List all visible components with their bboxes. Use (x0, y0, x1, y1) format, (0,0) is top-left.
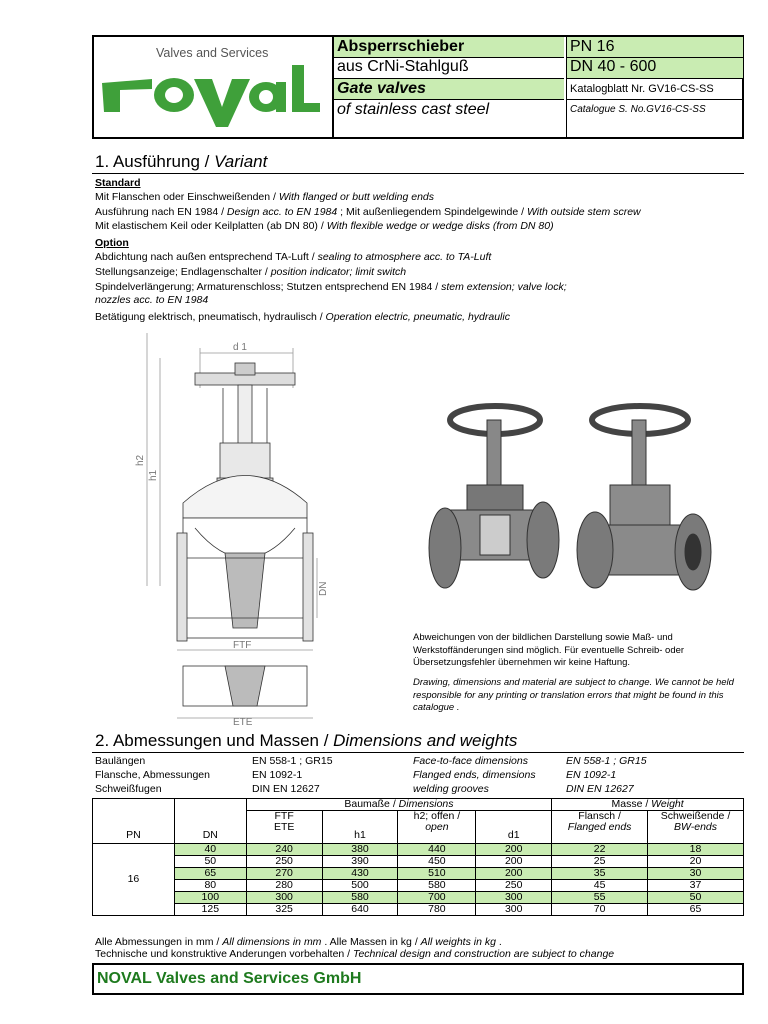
cell-dn: 125 (174, 903, 246, 915)
header-box (92, 35, 744, 139)
cell-h2: 700 (398, 891, 476, 903)
cell-d1: 200 (476, 843, 552, 855)
standard-line-2: Ausführung nach EN 1984 / Design acc. to EN 1984 ; Mit außenliegendem Spindelgewinde / With outside stem screw (95, 206, 641, 218)
option-line-4: nozzles acc. to EN 1984 (95, 294, 209, 306)
cell-ftf: 325 (246, 903, 322, 915)
size-range: DN 40 - 600 (570, 58, 657, 75)
disclaimer-en: Drawing, dimensions and material are subject to change. We cannot be held responsible for any printing or translation errors that might be found in this catalogue . (413, 677, 734, 713)
standard-heading: Standard (95, 177, 141, 189)
info-de-1: Baulängen (95, 755, 146, 767)
cell-h1: 430 (322, 867, 398, 879)
table-row (93, 867, 744, 879)
dim-h2-label: h2 (135, 454, 146, 466)
option-line-5: Betätigung elektrisch, pneumatisch, hydraulisch / Operation electric, pneumatic, hydraulic (95, 311, 510, 323)
info-de-2: Flansche, Abmessungen (95, 769, 210, 781)
cell-dn: 65 (174, 867, 246, 879)
cell-flansch: 45 (552, 879, 648, 891)
subtitle-de: aus CrNi-Stahlguß (337, 58, 469, 75)
cell-flansch: 22 (552, 843, 648, 855)
dim-ete-label: ETE (233, 717, 253, 728)
catalog-number-en: Catalogue S. No.GV16-CS-SS (570, 104, 706, 115)
col-h2-en: open (425, 821, 449, 833)
footer-line-1: Alle Abmessungen in mm / All dimensions in mm . Alle Massen in kg / All weights in kg . (95, 936, 502, 948)
cell-d1: 200 (476, 855, 552, 867)
cell-h1: 390 (322, 855, 398, 867)
table-row (93, 879, 744, 891)
disclaimer-de: Abweichungen von der bildlichen Darstellung sowie Maß- und Werkstoffänderungen sind möglich. Für eventuelle Schreib- oder Übersetzungsfehler übernehmen wir keine Haftung. (413, 632, 685, 668)
catalog-number-de: Katalogblatt Nr. GV16-CS-SS (570, 83, 714, 95)
table-group-header (93, 799, 744, 811)
dim-ftf-label: FTF (233, 640, 252, 651)
standard-line-1: Mit Flanschen oder Einschweißenden / With flanged or butt welding ends (95, 191, 435, 203)
cell-h2: 450 (398, 855, 476, 867)
col-bw-de: Schweißende / (660, 810, 731, 822)
cell-ftf: 270 (246, 867, 322, 879)
info-std-3: DIN EN 12627 (252, 783, 320, 795)
info-en-2: Flanged ends, dimensions (413, 769, 536, 781)
cell-ftf: 250 (246, 855, 322, 867)
dim-h1-label: h1 (148, 469, 159, 481)
noval-logo-mark (94, 57, 330, 143)
table-row (93, 891, 744, 903)
cell-h2: 510 (398, 867, 476, 879)
cell-h2: 440 (398, 843, 476, 855)
group-weight: Masse / Weight (552, 799, 744, 811)
info-std-en-2: EN 1092-1 (566, 769, 617, 781)
cell-ftf: 280 (246, 879, 322, 891)
col-ete: ETE (273, 821, 295, 833)
info-std-2: EN 1092-1 (252, 769, 303, 781)
cell-h2: 780 (398, 903, 476, 915)
cell-h2: 580 (398, 879, 476, 891)
footer-line-2: Technische und konstruktive Anderungen vorbehalten / Technical design and construction are subject to change (95, 948, 615, 960)
dim-d1-label: d 1 (233, 342, 247, 353)
cell-ftf: 300 (246, 891, 322, 903)
info-en-1: Face-to-face dimensions (413, 755, 528, 767)
subtitle-en: of stainless cast steel (337, 101, 490, 118)
section2-title: 2. Abmessungen und Massen / Dimensions and weights (95, 731, 518, 750)
col-pn: PN (93, 811, 175, 844)
col-flanged-en: Flanged ends (567, 821, 632, 833)
section1-title: 1. Ausführung / Variant (95, 152, 268, 171)
col-d1: d1 (476, 811, 552, 844)
pressure-rating: PN 16 (570, 38, 615, 55)
col-dn: DN (174, 811, 246, 844)
table-column-header (93, 811, 744, 844)
title-de: Absperrschieber (337, 38, 465, 55)
cell-bw: 20 (648, 855, 744, 867)
standard-line-3: Mit elastischem Keil oder Keilplatten (ab DN 80) / With flexible wedge or wedge disks (from DN 80) (95, 220, 554, 232)
company-footer (92, 963, 744, 995)
cell-d1: 250 (476, 879, 552, 891)
section2-rule (92, 752, 744, 753)
cell-ftf: 240 (246, 843, 322, 855)
col-ftf: FTF (274, 810, 294, 822)
cell-flansch: 55 (552, 891, 648, 903)
cell-h1: 500 (322, 879, 398, 891)
pn-cell: 16 (93, 843, 175, 915)
cell-h1: 640 (322, 903, 398, 915)
cell-h1: 580 (322, 891, 398, 903)
cell-dn: 80 (174, 879, 246, 891)
col-h2-de: h2; offen / (413, 810, 461, 822)
cell-flansch: 35 (552, 867, 648, 879)
col-h1: h1 (322, 811, 398, 844)
cell-flansch: 25 (552, 855, 648, 867)
info-de-3: Schweißfugen (95, 783, 162, 795)
table-row (93, 903, 744, 915)
cell-bw: 65 (648, 903, 744, 915)
option-line-3: Spindelverlängerung; Armaturenschloss; Stutzen entsprechend EN 1984 / stem extension; valve lock; (95, 281, 567, 293)
header-title-cell (334, 37, 564, 137)
cell-bw: 37 (648, 879, 744, 891)
cell-d1: 300 (476, 903, 552, 915)
header-spec-cell (566, 37, 743, 137)
logo-tagline: Valves and Services (156, 46, 269, 60)
cell-d1: 200 (476, 867, 552, 879)
cell-dn: 100 (174, 891, 246, 903)
cell-bw: 18 (648, 843, 744, 855)
col-flanged-de: Flansch / (578, 810, 621, 822)
cell-dn: 40 (174, 843, 246, 855)
cell-flansch: 70 (552, 903, 648, 915)
dim-dn-label: DN (318, 581, 329, 596)
section1-rule (92, 173, 744, 174)
dimensions-table (92, 798, 744, 916)
cell-bw: 50 (648, 891, 744, 903)
info-std-en-3: DIN EN 12627 (566, 783, 634, 795)
option-line-1: Abdichtung nach außen entsprechend TA-Luft / sealing to atmosphere acc. to TA-Luft (95, 251, 492, 263)
company-logo (94, 37, 334, 137)
valve-3d-images (425, 390, 735, 610)
cell-h1: 380 (322, 843, 398, 855)
info-en-3: welding grooves (413, 783, 489, 795)
option-heading: Option (95, 237, 129, 249)
info-std-1: EN 558-1 ; GR15 (252, 755, 333, 767)
cell-dn: 50 (174, 855, 246, 867)
company-name: NOVAL Valves and Services GmbH (97, 970, 362, 987)
group-dimensions: Baumaße / Dimensions (246, 799, 551, 811)
col-bw-en: BW-ends (674, 821, 718, 833)
table-row (93, 855, 744, 867)
info-std-en-1: EN 558-1 ; GR15 (566, 755, 647, 767)
cell-bw: 30 (648, 867, 744, 879)
option-line-2: Stellungsanzeige; Endlagenschalter / position indicator; limit switch (95, 266, 407, 278)
valve-section-drawing (135, 328, 335, 728)
cell-d1: 300 (476, 891, 552, 903)
title-en: Gate valves (337, 80, 426, 97)
table-row (93, 843, 744, 855)
